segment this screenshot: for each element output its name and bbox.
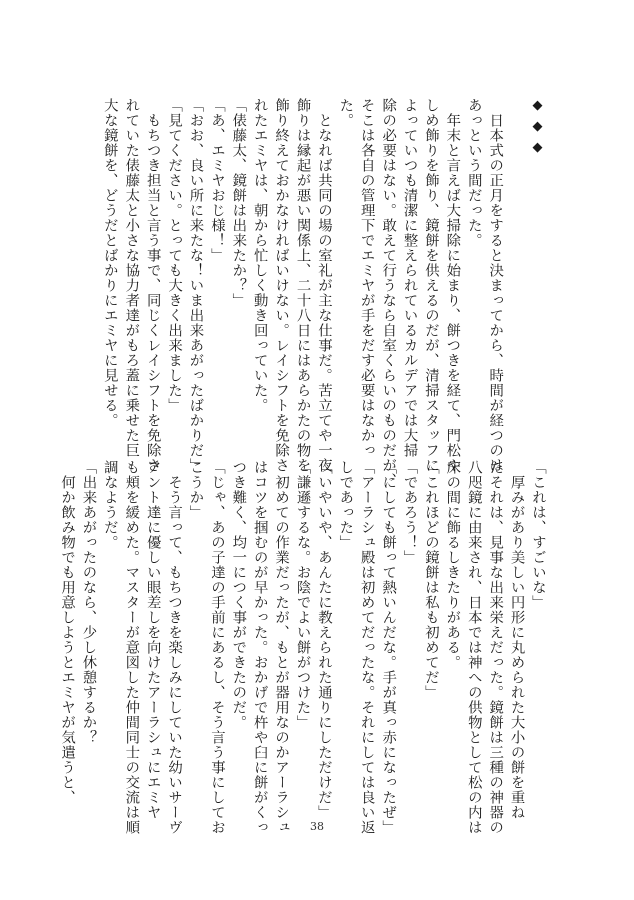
upper-text-line: あっという間だった。: [465, 98, 482, 248]
upper-text-line: もちつき担当と言う事で、同じくレイシフトを免除さ: [144, 98, 161, 473]
lower-text-line: 何か飲み物でも用意しようとエミヤが気遣うと、: [59, 460, 76, 805]
upper-text-line: 「あ、エミヤおじ様！」: [208, 98, 225, 263]
lower-text-line: 「アーラシュ殿は初めてだったな。それにしては良い返: [358, 460, 375, 835]
upper-text-line: [505, 98, 526, 432]
upper-text-line: となれば共同の場の室礼が主な仕事だ。苦立てや一夜: [315, 98, 332, 473]
lower-text-line: そう言って、もちつきを楽しみにしていた幼いサーヴ: [166, 460, 183, 835]
upper-text-line: しめ飾りを飾り、鏡餅を供えるのだが、清掃スタッフに: [422, 98, 439, 473]
upper-text-line: 「俵藤太、鏡餅は出来たか？」: [230, 98, 247, 308]
upper-text-line: 「おお、良い所に来たな！いま出来あがったばかりだ」: [187, 98, 204, 473]
lower-text-line: 「にしても餅って熱いんだな。手が真っ赤になったぜ」: [380, 460, 397, 835]
lower-text-line: も頬を緩めた。マスターが意図した仲間同士の交流は順: [123, 460, 140, 835]
lower-text-line: こうか」: [187, 460, 204, 520]
upper-text-line: 大な鏡餅を、どうだとばかりにエミヤに見せる。: [101, 98, 118, 428]
lower-text-line: 「これほどの鏡餅は私も初めてだ」: [422, 460, 439, 700]
upper-text-line: そこは各自の管理下でエミヤが手をだす必要はなかっ: [358, 98, 375, 458]
upper-text-line: ◆◆◆: [530, 98, 545, 161]
upper-text-line: 「見てください。とっても大きく出来ました」: [166, 98, 183, 413]
lower-text-line: 「であろう！」: [401, 460, 418, 565]
lower-text-line: 初めての作業だったが、もとが器用なのかアーラシュ: [273, 460, 290, 835]
lower-text-line: 「出来あがったのなら、少し休憩するか？: [80, 460, 97, 745]
lower-text-line: 厚みがあり美しい円形に丸められた大小の餅を重ね: [508, 460, 525, 820]
lower-text-line: 「これは、すごいな」: [530, 460, 546, 610]
upper-text-block: [78, 98, 548, 488]
lower-text-line: 床の間に飾るしきたりがある。: [444, 460, 461, 670]
upper-text-line: た。: [337, 98, 354, 128]
lower-text-line: アント達に優しい眼差しを向けたアーラシュにエミヤ: [144, 460, 161, 820]
upper-text-line: よっていつも清潔に整えられているカルデアでは大掃: [401, 98, 418, 458]
upper-text-line: 飾り終えておかなければいけない。レイシフトを免除さ: [273, 98, 290, 473]
lower-text-line: たそれは、見事な出来栄えだった。鏡餅は三種の神器の: [487, 460, 504, 835]
lower-text-line: 「じゃ、あの子達の手前にあるし、そう言う事にしてお: [208, 460, 225, 835]
lower-text-line: はコツを掴むのが早かった。おかげで杵や臼に餅がくっ: [251, 460, 268, 835]
lower-text-line: 調なようだ。: [101, 460, 118, 550]
upper-text-line: 年末と言えば大掃除に始まり、餅つきを経て、門松や: [444, 98, 461, 473]
page-number: 38: [310, 820, 324, 833]
upper-text-line: 除の必要はない。敢えて行うなら自室くらいのものだが、: [380, 98, 397, 488]
lower-text-line: しであった」: [337, 460, 354, 550]
upper-text-line: 飾りは縁起が悪い関係上、二十八日にはあらかたの物を: [294, 98, 311, 473]
lower-text-line: 「いやいや、あんたに教えられた通りにしただけだ」: [315, 460, 332, 820]
upper-text-line: れたエミヤは、朝から忙しく動き回っていた。: [251, 98, 268, 413]
lower-text-line: つき難く、均一につく事ができたのだ。: [230, 460, 247, 730]
upper-text-line: れていた俵藤太と小さな協力者達がもろ蓋に乗せた巨: [123, 98, 140, 458]
upper-text-line: 日本式の正月をすると決まってから、時間が経つのは: [487, 98, 504, 473]
lower-text-line: 八咫鏡に由来され、日本では神への供物として松の内は: [465, 460, 482, 835]
lower-text-line: 「謙遜するな。お陰でよい餅がつけた」: [294, 460, 311, 730]
